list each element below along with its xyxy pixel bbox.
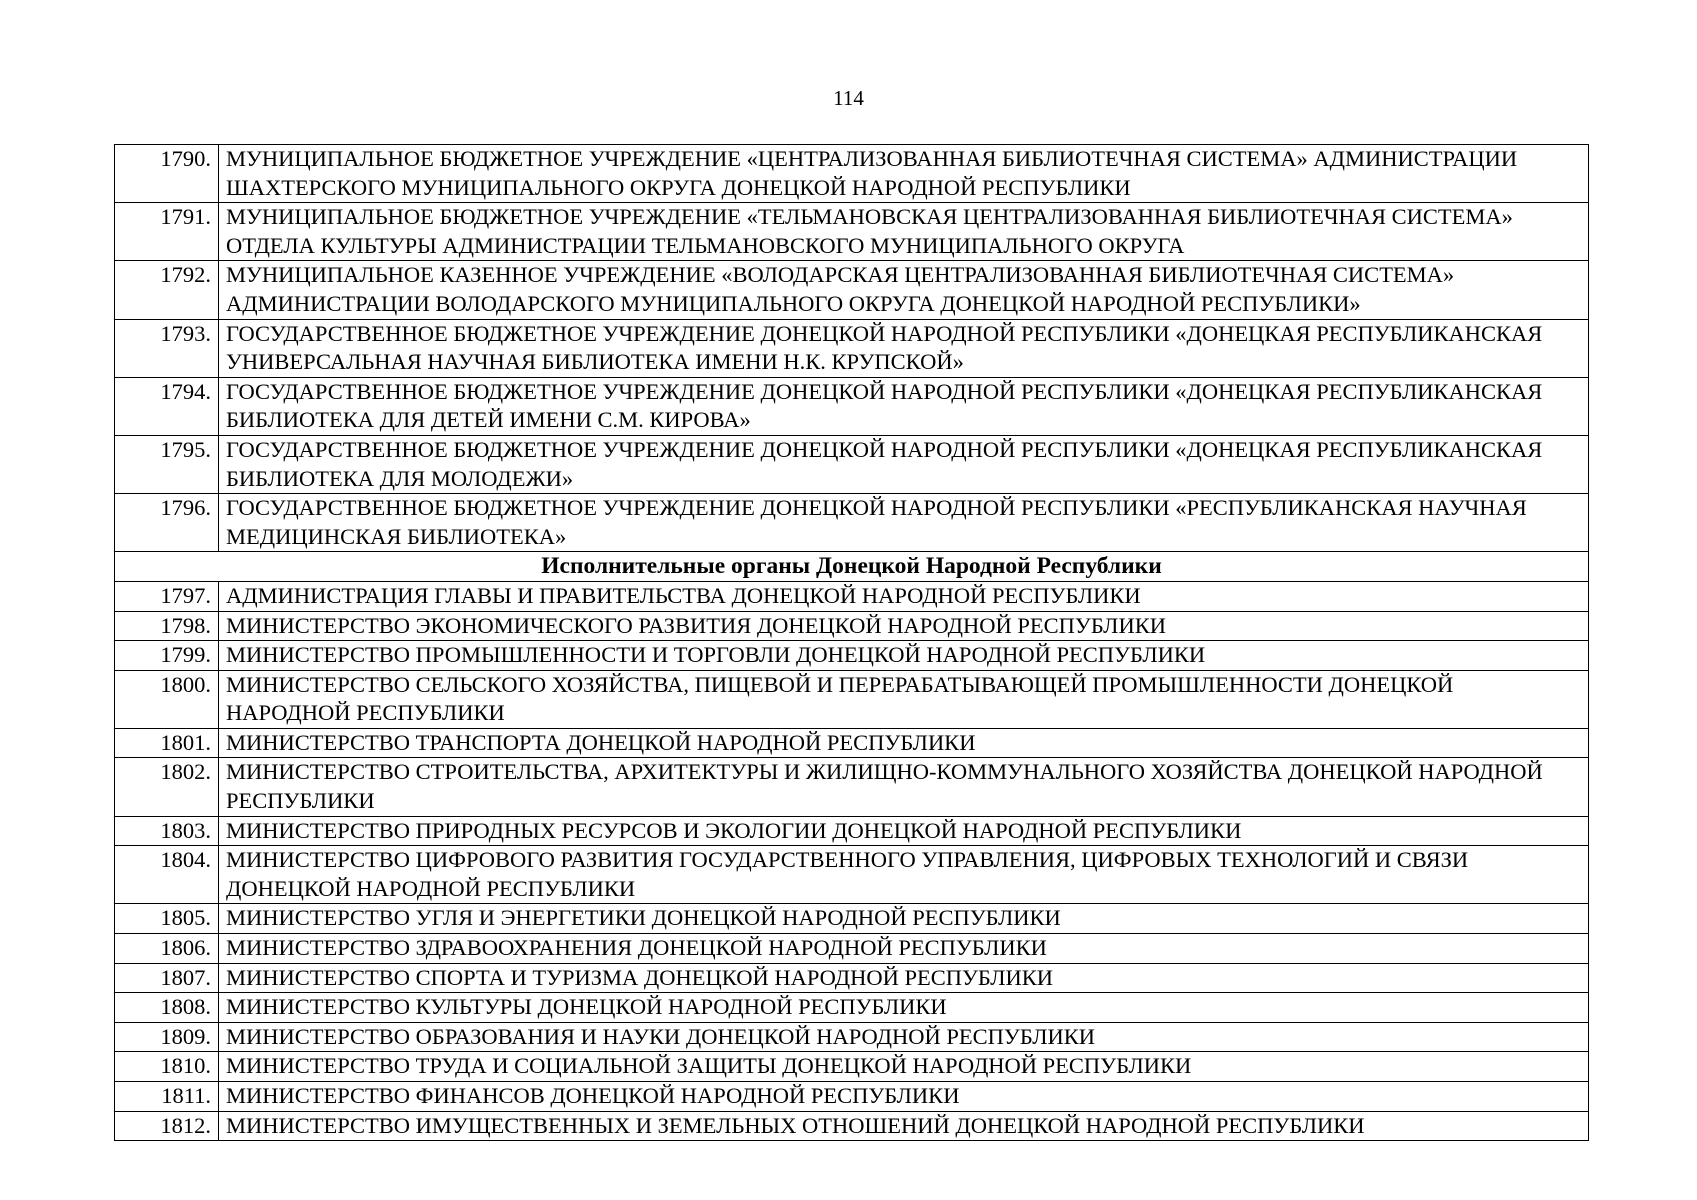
organization-name: МИНИСТЕРСТВО ТРАНСПОРТА ДОНЕЦКОЙ НАРОДНОЙ РЕСПУБЛИКИ (219, 728, 1589, 758)
organization-name: МИНИСТЕРСТВО ЦИФРОВОГО РАЗВИТИЯ ГОСУДАРСТВЕННОГО УПРАВЛЕНИЯ, ЦИФРОВЫХ ТЕХНОЛОГИЙ И СВЯЗИ ДОНЕЦКОЙ НАРОДНОЙ РЕСПУБЛИКИ (219, 846, 1589, 904)
row-number: 1802. (115, 758, 219, 816)
table-row (115, 670, 1589, 728)
table-row (115, 377, 1589, 435)
organization-name: МИНИСТЕРСТВО ПРОМЫШЛЕННОСТИ И ТОРГОВЛИ ДОНЕЦКОЙ НАРОДНОЙ РЕСПУБЛИКИ (219, 641, 1589, 671)
row-number: 1791. (115, 203, 219, 261)
organization-name: МИНИСТЕРСТВО СТРОИТЕЛЬСТВА, АРХИТЕКТУРЫ И ЖИЛИЩНО-КОММУНАЛЬНОГО ХОЗЯЙСТВА ДОНЕЦКОЙ НАРОДНОЙ РЕСПУБЛИКИ (219, 758, 1589, 816)
organization-name: ГОСУДАРСТВЕННОЕ БЮДЖЕТНОЕ УЧРЕЖДЕНИЕ ДОНЕЦКОЙ НАРОДНОЙ РЕСПУБЛИКИ «ДОНЕЦКАЯ РЕСПУБЛИКАНСКАЯ УНИВЕРСАЛЬНАЯ НАУЧНАЯ БИБЛИОТЕКА ИМЕНИ Н.К. КРУПСКОЙ» (219, 319, 1589, 377)
table-row (115, 934, 1589, 964)
table-row (115, 904, 1589, 934)
organization-name: МИНИСТЕРСТВО ТРУДА И СОЦИАЛЬНОЙ ЗАЩИТЫ ДОНЕЦКОЙ НАРОДНОЙ РЕСПУБЛИКИ (219, 1052, 1589, 1082)
organization-name: МУНИЦИПАЛЬНОЕ БЮДЖЕТНОЕ УЧРЕЖДЕНИЕ «ТЕЛЬМАНОВСКАЯ ЦЕНТРАЛИЗОВАННАЯ БИБЛИОТЕЧНАЯ СИСТЕМА» ОТДЕЛА КУЛЬТУРЫ АДМИНИСТРАЦИИ ТЕЛЬМАНОВСКОГО МУНИЦИПАЛЬНОГО ОКРУГА (219, 203, 1589, 261)
organization-name: АДМИНИСТРАЦИЯ ГЛАВЫ И ПРАВИТЕЛЬСТВА ДОНЕЦКОЙ НАРОДНОЙ РЕСПУБЛИКИ (219, 581, 1589, 611)
organization-name: МИНИСТЕРСТВО ЗДРАВООХРАНЕНИЯ ДОНЕЦКОЙ НАРОДНОЙ РЕСПУБЛИКИ (219, 934, 1589, 964)
organization-name: МИНИСТЕРСТВО ПРИРОДНЫХ РЕСУРСОВ И ЭКОЛОГИИ ДОНЕЦКОЙ НАРОДНОЙ РЕСПУБЛИКИ (219, 816, 1589, 846)
page-number: 114 (833, 86, 864, 110)
organization-name: МУНИЦИПАЛЬНОЕ БЮДЖЕТНОЕ УЧРЕЖДЕНИЕ «ЦЕНТРАЛИЗОВАННАЯ БИБЛИОТЕЧНАЯ СИСТЕМА» АДМИНИСТРАЦИИ ШАХТЕРСКОГО МУНИЦИПАЛЬНОГО ОКРУГА ДОНЕЦКОЙ НАРОДНОЙ РЕСПУБЛИКИ (219, 145, 1589, 203)
table-row (115, 1111, 1589, 1141)
row-number: 1809. (115, 1022, 219, 1052)
table-row (115, 261, 1589, 319)
organization-name: ГОСУДАРСТВЕННОЕ БЮДЖЕТНОЕ УЧРЕЖДЕНИЕ ДОНЕЦКОЙ НАРОДНОЙ РЕСПУБЛИКИ «ДОНЕЦКАЯ РЕСПУБЛИКАНСКАЯ БИБЛИОТЕКА ДЛЯ МОЛОДЕЖИ» (219, 435, 1589, 493)
table-row (115, 494, 1589, 552)
organization-name: МУНИЦИПАЛЬНОЕ КАЗЕННОЕ УЧРЕЖДЕНИЕ «ВОЛОДАРСКАЯ ЦЕНТРАЛИЗОВАННАЯ БИБЛИОТЕЧНАЯ СИСТЕМА» АДМИНИСТРАЦИИ ВОЛОДАРСКОГО МУНИЦИПАЛЬНОГО ОКРУГА ДОНЕЦКОЙ НАРОДНОЙ РЕСПУБЛИКИ» (219, 261, 1589, 319)
row-number: 1797. (115, 581, 219, 611)
organization-name: МИНИСТЕРСТВО ИМУЩЕСТВЕННЫХ И ЗЕМЕЛЬНЫХ ОТНОШЕНИЙ ДОНЕЦКОЙ НАРОДНОЙ РЕСПУБЛИКИ (219, 1111, 1589, 1141)
organization-name: ГОСУДАРСТВЕННОЕ БЮДЖЕТНОЕ УЧРЕЖДЕНИЕ ДОНЕЦКОЙ НАРОДНОЙ РЕСПУБЛИКИ «РЕСПУБЛИКАНСКАЯ НАУЧНАЯ МЕДИЦИНСКАЯ БИБЛИОТЕКА» (219, 494, 1589, 552)
row-number: 1810. (115, 1052, 219, 1082)
table-row (115, 203, 1589, 261)
section-header: Исполнительные органы Донецкой Народной Республики (115, 552, 1589, 582)
organization-name: МИНИСТЕРСТВО СПОРТА И ТУРИЗМА ДОНЕЦКОЙ НАРОДНОЙ РЕСПУБЛИКИ (219, 963, 1589, 993)
row-number: 1793. (115, 319, 219, 377)
section-header-row (115, 552, 1589, 582)
table-row (115, 728, 1589, 758)
table-row (115, 435, 1589, 493)
row-number: 1803. (115, 816, 219, 846)
organization-name: МИНИСТЕРСТВО ФИНАНСОВ ДОНЕЦКОЙ НАРОДНОЙ РЕСПУБЛИКИ (219, 1082, 1589, 1112)
table-row (115, 581, 1589, 611)
registry-table (114, 144, 1589, 1141)
organization-name: МИНИСТЕРСТВО УГЛЯ И ЭНЕРГЕТИКИ ДОНЕЦКОЙ НАРОДНОЙ РЕСПУБЛИКИ (219, 904, 1589, 934)
row-number: 1796. (115, 494, 219, 552)
row-number: 1801. (115, 728, 219, 758)
row-number: 1807. (115, 963, 219, 993)
row-number: 1790. (115, 145, 219, 203)
row-number: 1812. (115, 1111, 219, 1141)
table-row (115, 758, 1589, 816)
row-number: 1795. (115, 435, 219, 493)
organization-name: МИНИСТЕРСТВО КУЛЬТУРЫ ДОНЕЦКОЙ НАРОДНОЙ РЕСПУБЛИКИ (219, 993, 1589, 1023)
table-row (115, 319, 1589, 377)
row-number: 1800. (115, 670, 219, 728)
row-number: 1811. (115, 1082, 219, 1112)
organization-name: МИНИСТЕРСТВО СЕЛЬСКОГО ХОЗЯЙСТВА, ПИЩЕВОЙ И ПЕРЕРАБАТЫВАЮЩЕЙ ПРОМЫШЛЕННОСТИ ДОНЕЦКОЙ НАРОДНОЙ РЕСПУБЛИКИ (219, 670, 1589, 728)
row-number: 1804. (115, 846, 219, 904)
table-row (115, 145, 1589, 203)
table-row (115, 816, 1589, 846)
table-row (115, 641, 1589, 671)
organization-name: МИНИСТЕРСТВО ЭКОНОМИЧЕСКОГО РАЗВИТИЯ ДОНЕЦКОЙ НАРОДНОЙ РЕСПУБЛИКИ (219, 611, 1589, 641)
row-number: 1808. (115, 993, 219, 1023)
registry-table-body (115, 145, 1589, 1141)
row-number: 1792. (115, 261, 219, 319)
row-number: 1806. (115, 934, 219, 964)
table-row (115, 846, 1589, 904)
table-row (115, 993, 1589, 1023)
organization-name: ГОСУДАРСТВЕННОЕ БЮДЖЕТНОЕ УЧРЕЖДЕНИЕ ДОНЕЦКОЙ НАРОДНОЙ РЕСПУБЛИКИ «ДОНЕЦКАЯ РЕСПУБЛИКАНСКАЯ БИБЛИОТЕКА ДЛЯ ДЕТЕЙ ИМЕНИ С.М. КИРОВА» (219, 377, 1589, 435)
table-row (115, 963, 1589, 993)
row-number: 1794. (115, 377, 219, 435)
table-row (115, 1052, 1589, 1082)
organization-name: МИНИСТЕРСТВО ОБРАЗОВАНИЯ И НАУКИ ДОНЕЦКОЙ НАРОДНОЙ РЕСПУБЛИКИ (219, 1022, 1589, 1052)
row-number: 1798. (115, 611, 219, 641)
row-number: 1805. (115, 904, 219, 934)
table-row (115, 1022, 1589, 1052)
row-number: 1799. (115, 641, 219, 671)
table-row (115, 1082, 1589, 1112)
table-row (115, 611, 1589, 641)
